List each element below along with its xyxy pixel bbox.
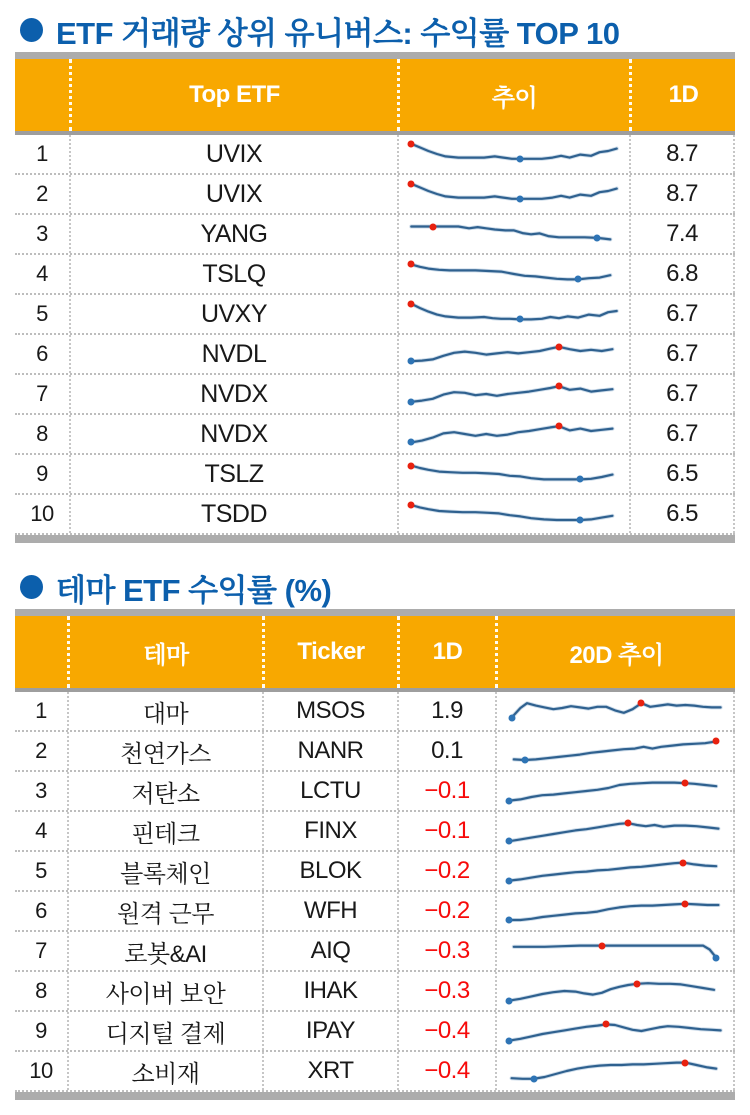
bullet-icon — [20, 575, 43, 599]
trend-sparkline — [407, 219, 621, 249]
trend-cell — [495, 852, 735, 890]
etf-name-cell: TSLZ — [69, 455, 397, 493]
theme-cell: 소비재 — [67, 1052, 262, 1090]
trend-cell — [397, 375, 629, 413]
table1-header-row — [15, 59, 735, 131]
oneday-return-cell: −0.4 — [397, 1012, 495, 1050]
table2-bottom-bar — [15, 1092, 735, 1100]
table2-header-row — [15, 616, 735, 688]
etf-name-cell: YANG — [69, 215, 397, 253]
trend-cell — [495, 772, 735, 810]
high-point-marker — [634, 980, 641, 987]
high-point-marker — [555, 343, 562, 350]
low-point-marker — [517, 195, 524, 202]
trend-sparkline — [505, 896, 725, 926]
table2-header-oneday: 1D — [397, 616, 495, 688]
trend-cell — [495, 972, 735, 1010]
trend-sparkline — [505, 1056, 725, 1086]
etf-name-cell: UVXY — [69, 295, 397, 333]
table-row — [15, 415, 735, 455]
trend-sparkline — [505, 696, 725, 726]
oneday-return-cell: 6.7 — [629, 335, 735, 373]
rank-cell: 1 — [35, 698, 47, 723]
low-point-marker — [517, 155, 524, 162]
trend-cell — [397, 215, 629, 253]
table-row — [15, 375, 735, 415]
theme-cell: 사이버 보안 — [67, 972, 262, 1010]
oneday-return-cell: −0.2 — [397, 892, 495, 930]
theme-cell: 로봇&AI — [67, 932, 262, 970]
table-row — [15, 295, 735, 335]
low-point-marker — [408, 358, 415, 365]
table-row — [15, 135, 735, 175]
section1-title: ETF 거래량 상위 유니버스: 수익률 TOP 10 — [56, 15, 620, 51]
oneday-return-cell: 6.7 — [629, 295, 735, 333]
table-row — [15, 255, 735, 295]
low-point-marker — [506, 917, 513, 924]
rank-cell: 10 — [29, 1058, 53, 1083]
theme-cell: 천연가스 — [67, 732, 262, 770]
table1-header-trend: 추이 — [397, 59, 629, 131]
section-top-etf — [15, 8, 735, 543]
trend-cell — [495, 1012, 735, 1050]
ticker-cell: AIQ — [262, 932, 397, 970]
oneday-return-cell: 0.1 — [397, 732, 495, 770]
table-row — [15, 1012, 735, 1052]
ticker-cell: XRT — [262, 1052, 397, 1090]
etf-name-cell: TSDD — [69, 495, 397, 533]
high-point-marker — [598, 942, 605, 949]
etf-name-cell: UVIX — [69, 175, 397, 213]
table2-header-trend: 20D 추이 — [495, 616, 735, 688]
theme-cell: 핀테크 — [67, 812, 262, 850]
trend-cell — [397, 255, 629, 293]
trend-cell — [495, 1052, 735, 1090]
high-point-marker — [408, 180, 415, 187]
table-row — [15, 972, 735, 1012]
section-theme-etf — [15, 565, 735, 1100]
table-row — [15, 215, 735, 255]
trend-sparkline — [407, 179, 621, 209]
section2-title-row — [15, 565, 735, 609]
theme-cell: 대마 — [67, 692, 262, 730]
rank-cell: 5 — [35, 858, 47, 883]
trend-cell — [495, 692, 735, 730]
oneday-return-cell: 6.7 — [629, 375, 735, 413]
table1-header-rank — [15, 59, 69, 131]
high-point-marker — [682, 1059, 689, 1066]
trend-cell — [397, 295, 629, 333]
bullet-icon — [20, 18, 43, 42]
low-point-marker — [713, 954, 720, 961]
high-point-marker — [408, 261, 415, 268]
rank-cell: 8 — [36, 421, 48, 446]
trend-sparkline — [505, 856, 725, 886]
table1-header-name: Top ETF — [69, 59, 397, 131]
high-point-marker — [429, 223, 436, 230]
etf-name-cell: TSLQ — [69, 255, 397, 293]
trend-cell — [397, 415, 629, 453]
trend-sparkline — [407, 139, 621, 169]
rank-cell: 3 — [35, 778, 47, 803]
ticker-cell: FINX — [262, 812, 397, 850]
trend-cell — [397, 455, 629, 493]
high-point-marker — [408, 462, 415, 469]
table2-header-theme: 테마 — [67, 616, 262, 688]
trend-sparkline — [505, 936, 725, 966]
high-point-marker — [603, 1021, 610, 1028]
low-point-marker — [521, 757, 528, 764]
high-point-marker — [682, 900, 689, 907]
oneday-return-cell: 6.7 — [629, 415, 735, 453]
etf-name-cell: NVDX — [69, 375, 397, 413]
low-point-marker — [506, 997, 513, 1004]
low-point-marker — [506, 838, 513, 845]
oneday-return-cell: 7.4 — [629, 215, 735, 253]
oneday-return-cell: −0.2 — [397, 852, 495, 890]
trend-sparkline — [407, 379, 621, 409]
divider-bar-2 — [15, 609, 735, 616]
high-point-marker — [682, 780, 689, 787]
low-point-marker — [594, 234, 601, 241]
rank-cell: 1 — [36, 141, 48, 166]
rank-cell: 6 — [35, 898, 47, 923]
ticker-cell: BLOK — [262, 852, 397, 890]
rank-cell: 4 — [35, 818, 47, 843]
divider-bar-top — [15, 52, 735, 59]
trend-sparkline — [505, 776, 725, 806]
trend-sparkline — [407, 459, 621, 489]
oneday-return-cell: 6.5 — [629, 455, 735, 493]
theme-cell: 블록체인 — [67, 852, 262, 890]
ticker-cell: LCTU — [262, 772, 397, 810]
high-point-marker — [680, 859, 687, 866]
trend-sparkline — [407, 419, 621, 449]
low-point-marker — [577, 476, 584, 483]
table-row — [15, 932, 735, 972]
rank-cell: 7 — [36, 381, 48, 406]
ticker-cell: IPAY — [262, 1012, 397, 1050]
rank-cell: 10 — [30, 501, 54, 526]
high-point-marker — [555, 423, 562, 430]
table-row — [15, 175, 735, 215]
etf-name-cell: NVDL — [69, 335, 397, 373]
oneday-return-cell: −0.3 — [397, 932, 495, 970]
rank-cell: 2 — [36, 181, 48, 206]
oneday-return-cell: 8.7 — [629, 135, 735, 173]
oneday-return-cell: −0.1 — [397, 812, 495, 850]
trend-cell — [397, 175, 629, 213]
ticker-cell: NANR — [262, 732, 397, 770]
table-row — [15, 1052, 735, 1092]
table2-body — [15, 692, 735, 1092]
trend-sparkline — [407, 299, 621, 329]
oneday-return-cell: −0.1 — [397, 772, 495, 810]
trend-sparkline — [407, 339, 621, 369]
theme-cell: 디지털 결제 — [67, 1012, 262, 1050]
trend-cell — [397, 495, 629, 533]
table-row — [15, 732, 735, 772]
trend-cell — [495, 932, 735, 970]
oneday-return-cell: −0.4 — [397, 1052, 495, 1090]
high-point-marker — [555, 383, 562, 390]
table-row — [15, 692, 735, 732]
low-point-marker — [575, 276, 582, 283]
ticker-cell: WFH — [262, 892, 397, 930]
etf-name-cell: UVIX — [69, 135, 397, 173]
low-point-marker — [408, 398, 415, 405]
low-point-marker — [577, 517, 584, 524]
trend-sparkline — [407, 259, 621, 289]
table1-header-oneday: 1D — [629, 59, 735, 131]
trend-cell — [495, 732, 735, 770]
trend-sparkline — [505, 816, 725, 846]
table1-bottom-bar — [15, 535, 735, 543]
low-point-marker — [506, 797, 513, 804]
low-point-marker — [408, 439, 415, 446]
rank-cell: 9 — [35, 1018, 47, 1043]
table1-body — [15, 135, 735, 535]
high-point-marker — [638, 700, 645, 707]
rank-cell: 9 — [36, 461, 48, 486]
ticker-cell: MSOS — [262, 692, 397, 730]
ticker-cell: IHAK — [262, 972, 397, 1010]
trend-cell — [495, 892, 735, 930]
etf-name-cell: NVDX — [69, 415, 397, 453]
oneday-return-cell: 6.5 — [629, 495, 735, 533]
rank-cell: 3 — [36, 221, 48, 246]
rank-cell: 7 — [35, 938, 47, 963]
low-point-marker — [508, 714, 515, 721]
low-point-marker — [506, 1037, 513, 1044]
table-row — [15, 335, 735, 375]
trend-sparkline — [505, 1016, 725, 1046]
table2-header-ticker: Ticker — [262, 616, 397, 688]
theme-cell: 원격 근무 — [67, 892, 262, 930]
trend-sparkline — [505, 976, 725, 1006]
trend-sparkline — [407, 499, 621, 529]
section1-title-row — [15, 8, 735, 52]
trend-sparkline — [505, 736, 725, 766]
rank-cell: 2 — [35, 738, 47, 763]
oneday-return-cell: 1.9 — [397, 692, 495, 730]
table-row — [15, 892, 735, 932]
high-point-marker — [625, 820, 632, 827]
rank-cell: 6 — [36, 341, 48, 366]
table-row — [15, 812, 735, 852]
rank-cell: 4 — [36, 261, 48, 286]
section2-title: 테마 ETF 수익률 (%) — [56, 572, 332, 608]
oneday-return-cell: 8.7 — [629, 175, 735, 213]
high-point-marker — [408, 300, 415, 307]
trend-cell — [397, 335, 629, 373]
high-point-marker — [713, 738, 720, 745]
theme-cell: 저탄소 — [67, 772, 262, 810]
rank-cell: 8 — [35, 978, 47, 1003]
table-row — [15, 455, 735, 495]
trend-cell — [397, 135, 629, 173]
high-point-marker — [408, 502, 415, 509]
low-point-marker — [506, 877, 513, 884]
table-row — [15, 852, 735, 892]
oneday-return-cell: −0.3 — [397, 972, 495, 1010]
table-row — [15, 495, 735, 535]
trend-cell — [495, 812, 735, 850]
low-point-marker — [517, 316, 524, 323]
low-point-marker — [530, 1075, 537, 1082]
table2-header-rank — [15, 616, 67, 688]
high-point-marker — [408, 140, 415, 147]
oneday-return-cell: 6.8 — [629, 255, 735, 293]
table-row — [15, 772, 735, 812]
rank-cell: 5 — [36, 301, 48, 326]
